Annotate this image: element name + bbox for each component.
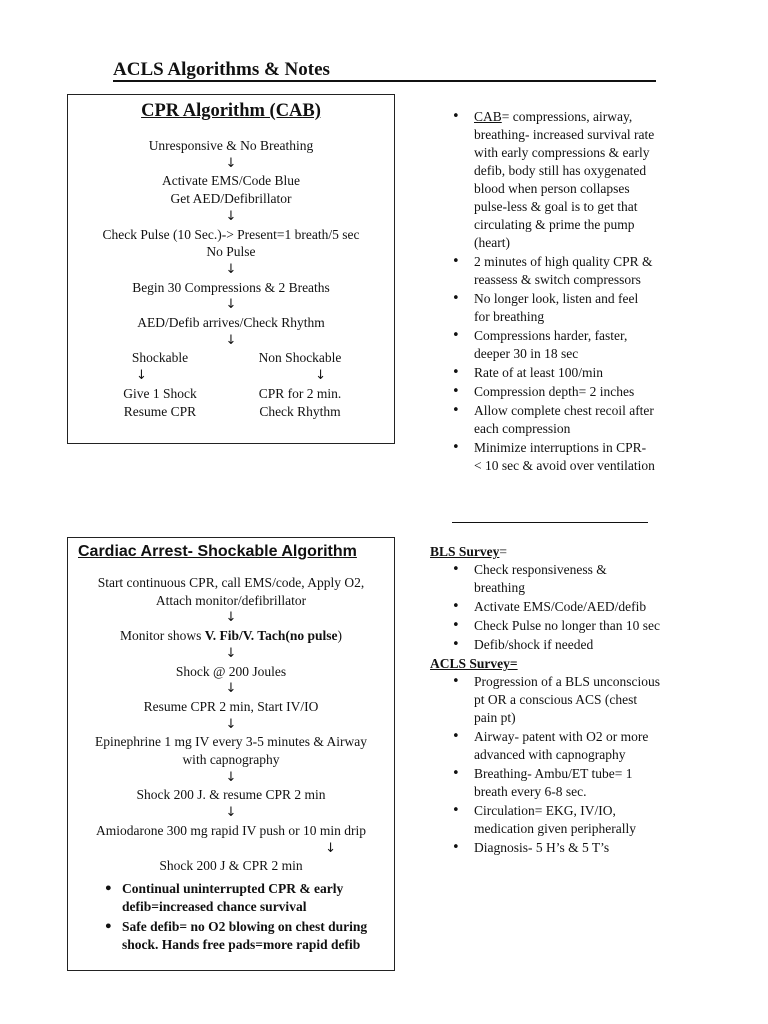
down-arrow-icon: ↓ — [225, 261, 237, 277]
shock-step-5a: Epinephrine 1 mg IV every 3-5 minutes & Airway — [95, 734, 367, 750]
shockable-flow — [68, 574, 394, 875]
down-arrow-icon: ↓ — [325, 840, 336, 856]
list-item: • Check Pulse no longer than 10 sec — [452, 617, 660, 635]
down-arrow-icon: ↓ — [225, 681, 237, 697]
list-item: • Rate of at least 100/min — [452, 364, 657, 382]
down-arrow-icon: ↓ — [225, 155, 237, 171]
shockable-label: Shockable — [131, 350, 189, 366]
shock-step-1a: Start continuous CPR, call EMS/code, Apply O2, — [97, 575, 365, 590]
cpr-step-4: Check Pulse (10 Sec.)-> Present=1 breath/5 sec — [102, 226, 360, 242]
shock-step-5b: with capnography — [182, 752, 280, 768]
list-item: • 2 minutes of high quality CPR & reassess & switch compressors — [452, 253, 657, 289]
down-arrow-icon: ↓ — [225, 297, 237, 313]
down-arrow-icon: ↓ — [225, 332, 237, 348]
down-arrow-icon: ↓ — [225, 716, 237, 732]
list-item: • Compression depth= 2 inches — [452, 383, 657, 401]
list-item: • Safe defib= no O2 blowing on chest during shock. Hands free pads=more rapid defib — [98, 918, 378, 954]
list-item: • Allow complete chest recoil after each compression — [452, 402, 657, 438]
section-divider — [452, 522, 648, 523]
shockable-branch — [112, 349, 208, 420]
nonshockable-label: Non Shockable — [258, 350, 342, 366]
shockable-action-1: Give 1 Shock — [123, 385, 197, 401]
nonshockable-branch — [250, 349, 350, 420]
cpr-step-1: Unresponsive & No Breathing — [148, 138, 314, 153]
cpr-step-3: Get AED/Defibrillator — [170, 191, 292, 207]
list-item: • Compressions harder, faster, deeper 30 in 18 sec — [452, 327, 657, 363]
list-item: • Defib/shock if needed — [452, 636, 660, 654]
cpr-step-2: Activate EMS/Code Blue — [162, 173, 300, 189]
down-arrow-icon: ↓ — [225, 769, 237, 785]
shockable-notes — [98, 880, 378, 956]
list-item: • Breathing- Ambu/ET tube= 1 breath every 6-8 sec. — [452, 765, 660, 801]
rhythm-branch — [68, 349, 394, 420]
cpr-flow — [68, 137, 394, 420]
shock-step-3: Shock @ 200 Joules — [175, 663, 287, 679]
list-item: • Check responsiveness & breathing — [452, 561, 660, 597]
shock-step-2: Monitor shows V. Fib/V. Tach(no pulse) — [120, 628, 342, 644]
shock-step-7: Amiodarone 300 mg rapid IV push or 10 min drip — [95, 822, 367, 838]
shock-step-8: Shock 200 J & CPR 2 min — [159, 858, 303, 874]
cpr-algorithm-title: CPR Algorithm (CAB) — [141, 101, 321, 121]
shock-step-1b: Attach monitor/defibrillator — [155, 592, 307, 608]
list-item: • No longer look, listen and feel for breathing — [452, 290, 657, 326]
cpr-step-5: No Pulse — [206, 244, 256, 260]
shock-step-4: Resume CPR 2 min, Start IV/IO — [143, 698, 319, 714]
shock-step-6: Shock 200 J. & resume CPR 2 min — [136, 787, 326, 803]
cpr-algorithm-box — [67, 94, 395, 444]
list-item: • Progression of a BLS unconscious pt OR a conscious ACS (chest pain pt) — [452, 673, 660, 727]
shockable-algorithm-title: Cardiac Arrest- Shockable Algorithm — [78, 543, 357, 560]
list-item: • Continual uninterrupted CPR & early defib=increased chance survival — [98, 880, 378, 916]
list-item: • Circulation= EKG, IV/IO, medication given peripherally — [452, 802, 660, 838]
shockable-action-2: Resume CPR — [123, 403, 197, 419]
down-arrow-icon: ↓ — [225, 805, 237, 821]
title-underline — [113, 80, 656, 82]
cab-notes — [452, 108, 657, 476]
list-item: • Airway- patent with O2 or more advanced with capnography — [452, 728, 660, 764]
survey-notes — [430, 543, 660, 858]
cpr-step-7: AED/Defib arrives/Check Rhythm — [137, 315, 325, 331]
down-arrow-icon: ↓ — [136, 368, 147, 384]
list-item: • Diagnosis- 5 H’s & 5 T’s — [452, 839, 660, 857]
down-arrow-icon: ↓ — [225, 208, 237, 224]
page-title: ACLS Algorithms & Notes — [113, 59, 330, 80]
acls-heading: ACLS Survey= — [430, 656, 518, 671]
nonshockable-action-1: CPR for 2 min. — [258, 385, 342, 401]
cab-term: CAB — [474, 109, 502, 124]
list-item: • Minimize interruptions in CPR- < 10 sec & avoid over ventilation — [452, 439, 657, 475]
down-arrow-icon: ↓ — [225, 645, 237, 661]
list-item: • Activate EMS/Code/AED/defib — [452, 598, 660, 616]
down-arrow-icon: ↓ — [315, 368, 326, 384]
bls-heading: BLS Survey= — [430, 544, 508, 559]
down-arrow-icon: ↓ — [225, 610, 237, 626]
shockable-algorithm-box — [67, 537, 395, 971]
list-item: • CAB= compressions, airway, breathing- increased survival rate with early compressions & early defib, body still has oxygenated blood when person collapses pulse-less & goal is to get that circulating & prime the pump (heart) — [452, 108, 657, 252]
cpr-step-6: Begin 30 Compressions & 2 Breaths — [132, 279, 330, 295]
nonshockable-action-2: Check Rhythm — [259, 403, 341, 419]
